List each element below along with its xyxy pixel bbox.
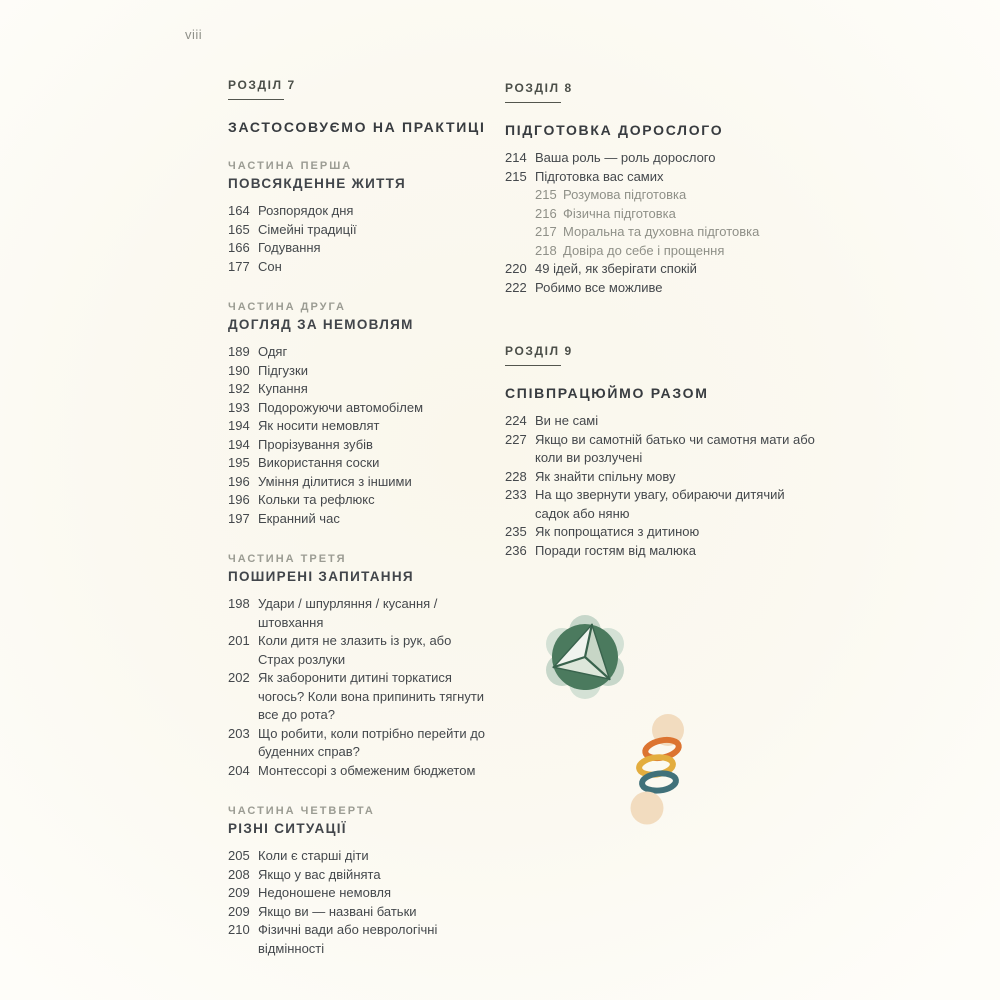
toc-entry-title: Годування: [258, 240, 321, 255]
toc-entry-title: Купання: [258, 381, 308, 396]
toc-entry: [228, 866, 490, 885]
toc-entry-page: 224: [505, 413, 527, 428]
toc-entry-title: Як знайти спільну мову: [535, 468, 676, 484]
toc-entry-title: Одяг: [258, 344, 288, 359]
page-folio: viii: [185, 27, 203, 42]
toc-entry: [228, 221, 490, 240]
toc-section: [505, 412, 817, 560]
toc-entry-title: Поради гостям від малюка: [535, 542, 696, 558]
part-title: ПОВСЯКДЕННЕ ЖИТТЯ: [228, 176, 407, 191]
toc-entry-title: Як попрощатися з дитиною: [535, 524, 700, 539]
toc-entry-page: 196: [228, 473, 250, 489]
toc-entry-page: 177: [228, 258, 250, 274]
toc-entry-page: 165: [228, 221, 250, 237]
toc-section: [505, 149, 817, 297]
toc-entry: [228, 399, 490, 418]
toc-entry-page: 214: [505, 150, 527, 165]
toc-entry-title: Кольки та рефлюкс: [258, 492, 375, 507]
toc-entry-title: Удари / шпурляння / кусання / штовхання: [258, 596, 438, 630]
toc-entry: [228, 510, 490, 529]
toc-entry-title: Довіра до себе і прощення: [563, 242, 725, 258]
toc-entry: [505, 149, 817, 168]
toc-entry-title: Як носити немовлят: [258, 418, 380, 433]
toc-entry-page: 209: [228, 903, 250, 919]
toc-entry-page: 192: [228, 381, 250, 396]
toc-entry-page: 190: [228, 362, 250, 378]
toc-entry: [505, 260, 817, 279]
part-label: ЧАСТИНА ПЕРША: [228, 160, 353, 172]
toc-entry-title: Коли дитя не злазить із рук, або Страх розлуки: [258, 633, 452, 667]
toc-entry: [228, 417, 490, 436]
toc-entry-page: 198: [228, 596, 250, 611]
toc-entry-page: 222: [505, 279, 527, 295]
toc-chapter: [505, 81, 817, 297]
toc-entry: [228, 473, 490, 492]
toc-entry-title: Подорожуючи автомобілем: [258, 399, 424, 415]
toc-entry-title: Екранний час: [258, 510, 340, 526]
toc-entry: [228, 669, 490, 725]
toc-entry-page: 205: [228, 848, 250, 863]
chapter-title: ПІДГОТОВКА ДОРОСЛОГО: [505, 122, 724, 138]
toc-entry: [228, 343, 490, 362]
chapter-rule: [228, 99, 284, 100]
toc-entry: [505, 523, 817, 542]
toc-entry: [505, 168, 817, 187]
ring-teal: [641, 772, 677, 792]
toc-entry-page: 218: [535, 242, 557, 258]
toc-entry-page: 215: [505, 168, 527, 184]
toc-entry-page: 235: [505, 524, 527, 539]
toc-entry-title: Підгузки: [258, 362, 308, 378]
toc-entry: [228, 921, 490, 958]
toc-entry-page: 236: [505, 542, 527, 558]
toc-entry-title: Якщо ви самотній батько чи самотня мати або коли ви розлучені: [535, 431, 815, 465]
toc-entry-title: Ваша роль — роль дорослого: [535, 150, 716, 165]
puzzle-ball-illustration: [546, 615, 624, 699]
toc-entry-list: [505, 149, 817, 297]
part-title: ПОШИРЕНІ ЗАПИТАННЯ: [228, 569, 414, 584]
toc-entry: [228, 903, 490, 922]
toc-entry-title: Прорізування зубів: [258, 436, 373, 452]
toc-entry-title: Ви не самі: [535, 413, 599, 428]
part-label: ЧАСТИНА ДРУГА: [228, 301, 346, 313]
toc-entry-page: 201: [228, 633, 250, 648]
toc-section: [228, 301, 490, 528]
part-label: ЧАСТИНА ЧЕТВЕРТА: [228, 805, 375, 817]
toc-column-left: [228, 78, 490, 958]
toc-entry-list: [505, 412, 817, 560]
toc-entry: [228, 362, 490, 381]
chapter-rule: [505, 102, 561, 103]
toc-section: [228, 553, 490, 780]
toc-entry-page: 164: [228, 203, 250, 218]
toc-entry-page: 166: [228, 240, 250, 255]
toc-entry: [228, 847, 490, 866]
chapter-title: СПІВПРАЦЮЙМО РАЗОМ: [505, 385, 709, 401]
toc-entry-title: На що звернути увагу, обираючи дитячий садок або няню: [535, 487, 785, 521]
stacking-rings-illustration: [631, 714, 685, 825]
toc-entry-page: 215: [535, 187, 557, 202]
chapter-rule: [505, 365, 561, 366]
toc-entry-page: 220: [505, 261, 527, 276]
toc-entry: [228, 258, 490, 277]
toc-entry: [505, 542, 817, 561]
chapter-label: РОЗДІЛ 7: [228, 78, 296, 92]
toc-section: [228, 160, 490, 276]
toc-entry-title: Розумова підготовка: [563, 187, 687, 202]
toc-entry-page: 202: [228, 670, 250, 685]
toc-entry: [505, 431, 817, 468]
toc-entry-title: Підготовка вас самих: [535, 168, 664, 184]
toc-entry-title: Якщо у вас двійнята: [258, 866, 381, 882]
toc-entry-title: Що робити, коли потрібно перейти до буденних справ?: [258, 725, 486, 759]
toc-entry: [228, 202, 490, 221]
toc-chapter: [228, 78, 490, 958]
toc-entry: [228, 380, 490, 399]
toc-entry: [505, 186, 817, 205]
toc-entry-page: 194: [228, 418, 250, 433]
toc-entry: [505, 223, 817, 242]
toc-entry-page: 217: [535, 224, 557, 239]
chapter-title: ЗАСТОСОВУЄМО НА ПРАКТИЦІ: [228, 119, 486, 135]
toc-entry-page: 203: [228, 725, 250, 741]
toc-entry-title: Використання соски: [258, 455, 380, 470]
toc-entry-page: 193: [228, 399, 250, 415]
toc-entry-title: Сон: [258, 258, 282, 274]
toc-entry: [228, 239, 490, 258]
toc-entry-page: 233: [505, 487, 527, 502]
toc-entry: [228, 454, 490, 473]
chapter-label: РОЗДІЛ 8: [505, 81, 573, 95]
toc-chapter: [505, 344, 817, 560]
part-title: ДОГЛЯД ЗА НЕМОВЛЯМ: [228, 317, 414, 332]
toc-entry-title: Розпорядок дня: [258, 203, 354, 218]
toc-entry: [228, 491, 490, 510]
toys-illustration: [535, 608, 705, 833]
toc-entry: [228, 725, 490, 762]
toc-entry: [228, 884, 490, 903]
toc-entry: [228, 436, 490, 455]
toc-entry: [505, 279, 817, 298]
toc-entry-title: Уміння ділитися з іншими: [258, 473, 412, 489]
toc-entry: [505, 242, 817, 261]
toc-entry-page: 204: [228, 762, 250, 778]
toc-entry-title: Моральна та духовна підготовка: [563, 224, 760, 239]
toc-entry-title: Коли є старші діти: [258, 848, 369, 863]
toc-entry: [228, 632, 490, 669]
toc-column-right: [505, 81, 817, 560]
bead-bottom: [631, 792, 664, 825]
toc-entry-page: 216: [535, 205, 557, 221]
toc-entry-title: 49 ідей, як зберігати спокій: [535, 261, 697, 276]
toc-entry: [228, 762, 490, 781]
toc-entry: [228, 595, 490, 632]
toc-entry-page: 209: [228, 885, 250, 900]
toc-entry-page: 194: [228, 436, 250, 452]
toc-entry-title: Фізичні вади або неврологічні відмінності: [258, 922, 438, 956]
part-label: ЧАСТИНА ТРЕТЯ: [228, 553, 347, 565]
toc-entry-page: 227: [505, 431, 527, 447]
toc-entry-list: [228, 202, 490, 276]
toc-entry-page: 196: [228, 492, 250, 507]
toc-entry-page: 189: [228, 344, 250, 359]
toc-entry-page: 228: [505, 468, 527, 484]
toc-entry-title: Якщо ви — названі батьки: [258, 903, 417, 919]
toc-entry-title: Робимо все можливе: [535, 279, 663, 295]
chapter-label: РОЗДІЛ 9: [505, 344, 573, 358]
toc-entry-list: [228, 595, 490, 780]
toc-entry: [505, 205, 817, 224]
toc-section: [228, 805, 490, 958]
toc-entry-page: 208: [228, 866, 250, 882]
toc-entry-list: [228, 847, 490, 958]
toc-entry: [505, 468, 817, 487]
toc-entry-page: 210: [228, 922, 250, 937]
toc-entry-title: Як заборонити дитині торкатися чогось? Коли вона припинить тягнути все до рота?: [258, 670, 485, 722]
toc-entry-title: Фізична підготовка: [563, 205, 676, 221]
toc-entry: [505, 412, 817, 431]
toc-entry: [505, 486, 817, 523]
toc-entry-page: 195: [228, 455, 250, 470]
toc-entry-page: 197: [228, 510, 250, 526]
toc-entry-title: Монтессорі з обмеженим бюджетом: [258, 762, 476, 778]
toc-entry-list: [228, 343, 490, 528]
toc-entry-title: Недоношене немовля: [258, 885, 392, 900]
part-title: РІЗНІ СИТУАЦІЇ: [228, 821, 347, 836]
toc-entry-title: Сімейні традиції: [258, 221, 357, 237]
